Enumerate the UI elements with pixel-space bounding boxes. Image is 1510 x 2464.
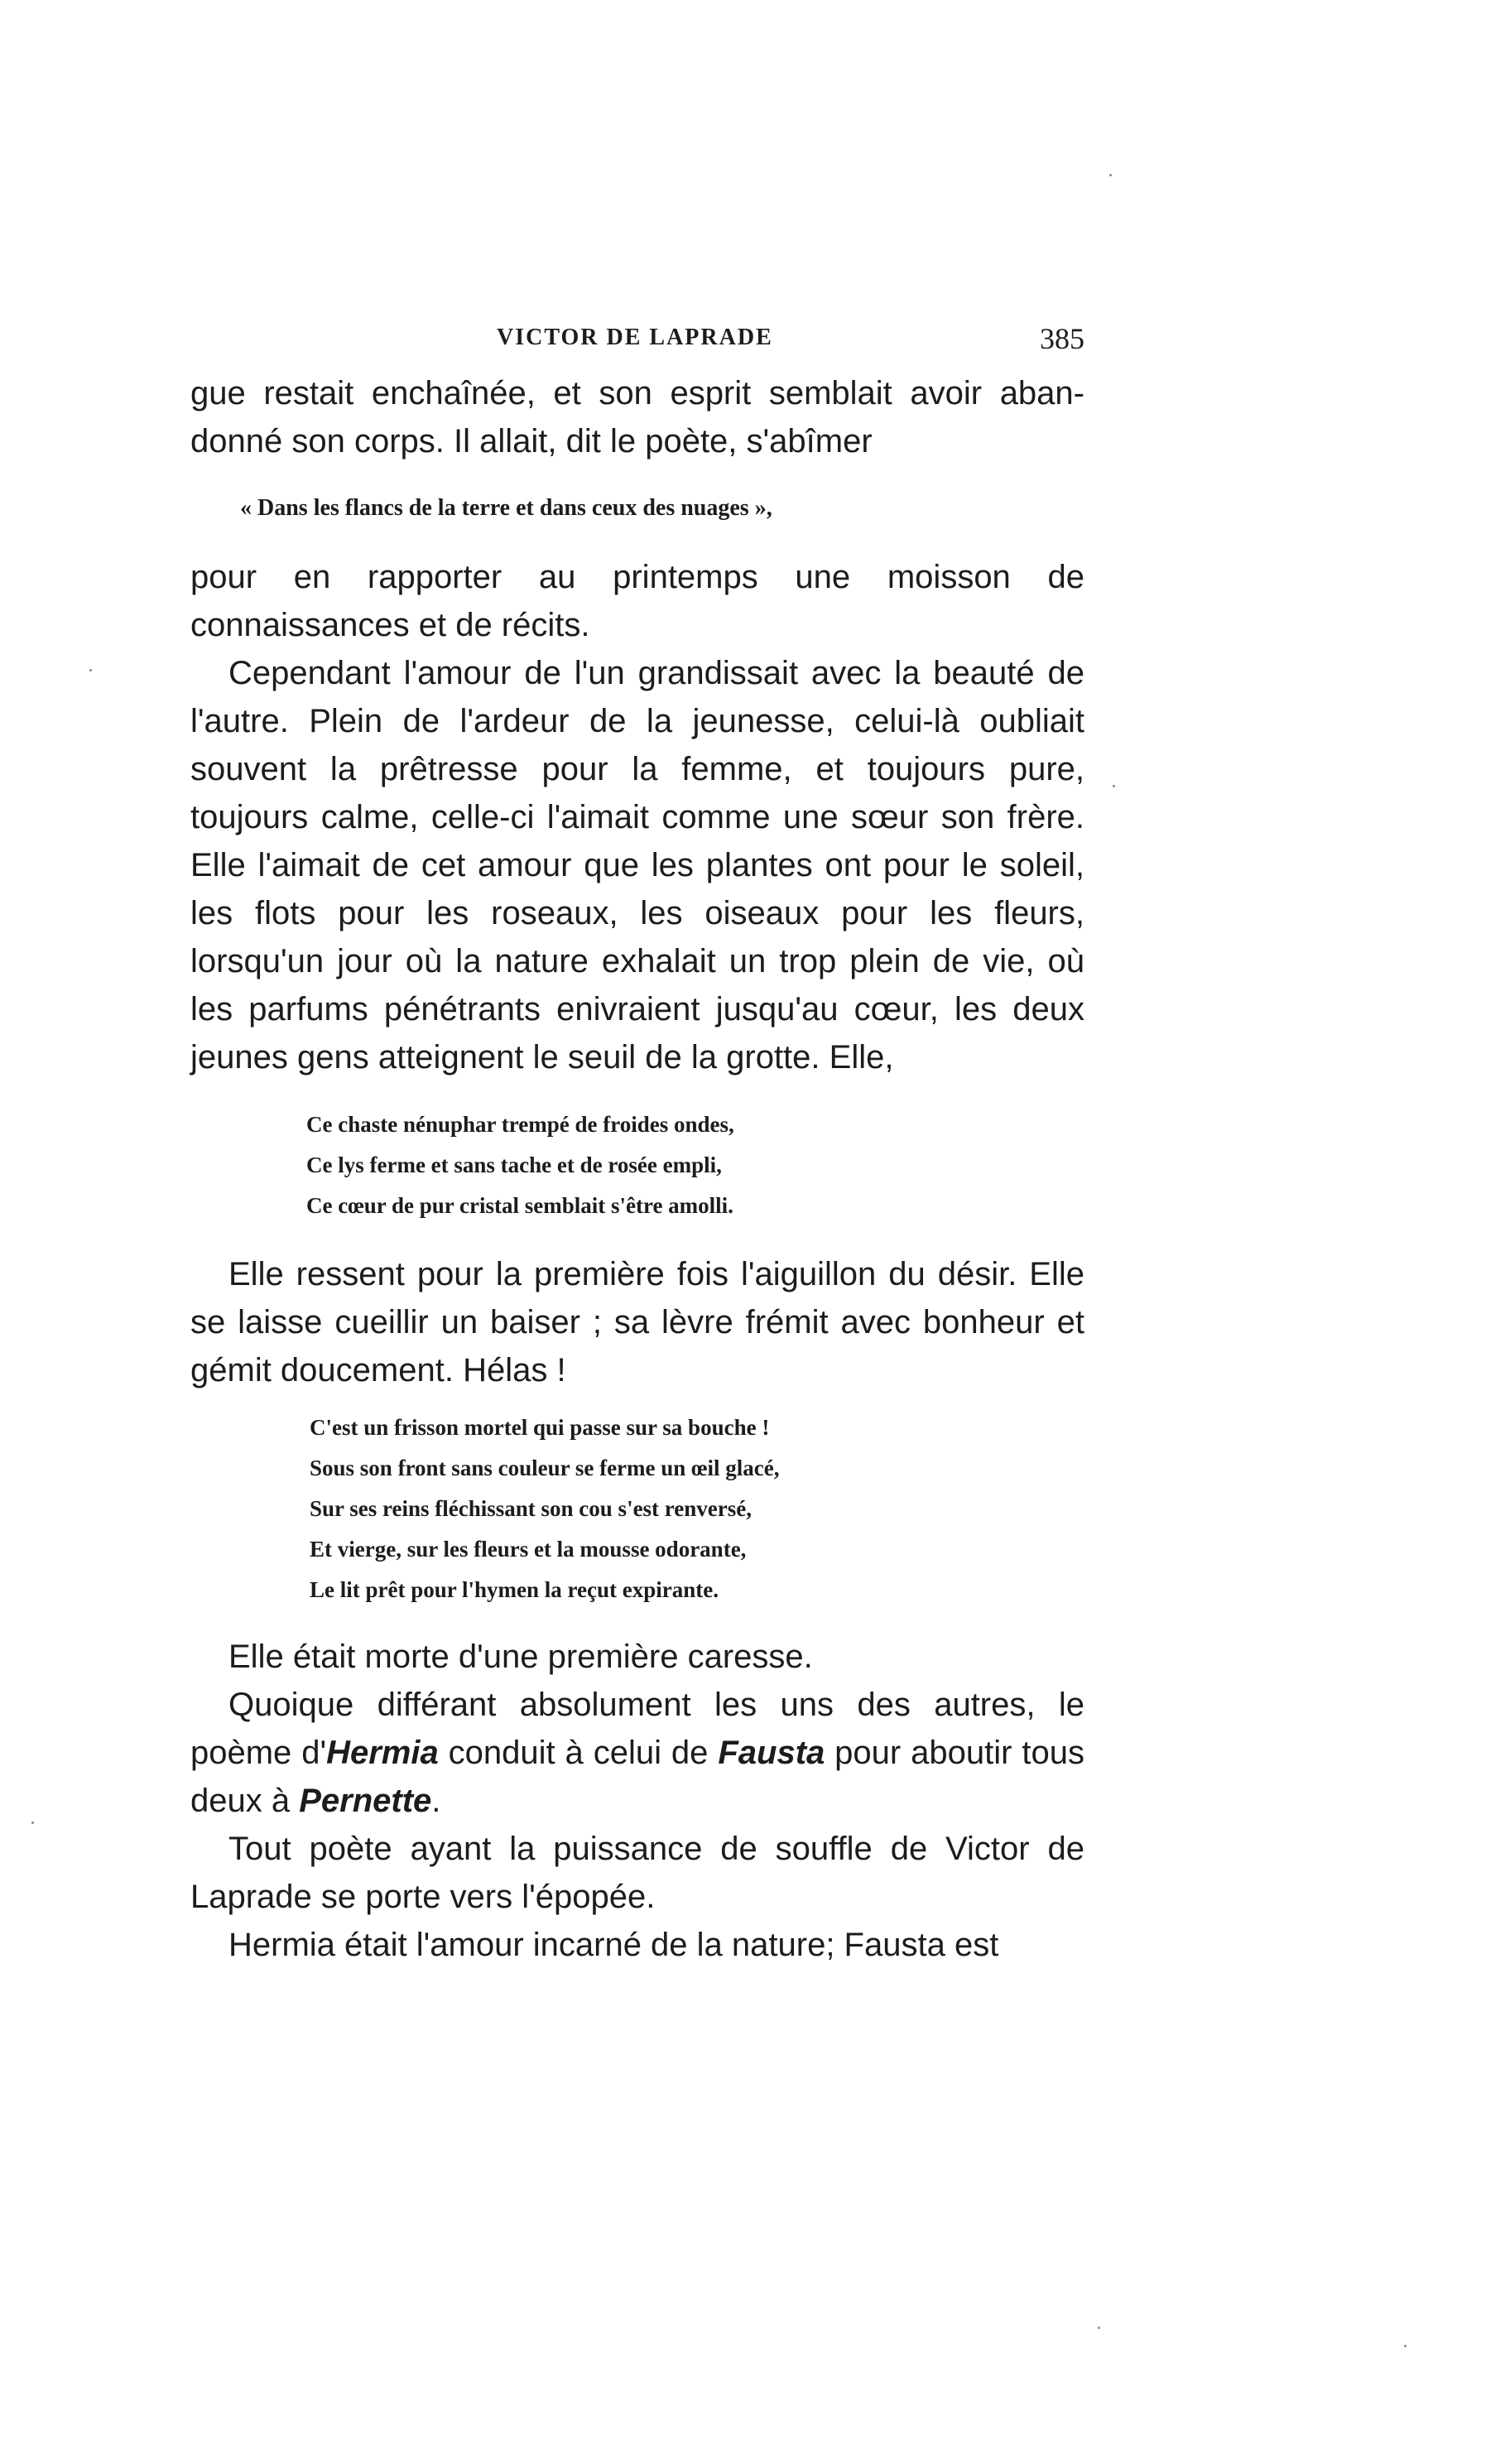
title-pernette: Pernette <box>299 1783 432 1819</box>
verse-line: Sous son front sans couleur se ferme un œil glacé, <box>310 1456 780 1480</box>
verse-line: Ce cœur de pur cristal semblait s'être amolli. <box>306 1193 733 1218</box>
verse-line: C'est un frisson mortel qui passe sur sa bouche ! <box>310 1415 770 1440</box>
paper-speck <box>1098 2327 1100 2329</box>
text-line: donné son corps. Il allait, dit le poète, s'abîmer <box>190 423 873 460</box>
text-line: gue restait enchaînée, et son esprit semblait avoir aban- <box>190 375 1084 411</box>
paragraph: Tout poète ayant la puissance de souffle de Victor de Laprade se porte vers l'épopée. <box>190 1831 1084 1915</box>
verse-line: Le lit prêt pour l'hymen la reçut expirante. <box>310 1577 719 1602</box>
page-number: 385 <box>1040 322 1084 355</box>
verse-stanza-2 <box>310 1408 780 1610</box>
paragraph: Elle était morte d'une première caresse. <box>228 1639 813 1675</box>
paper-speck <box>1113 785 1115 787</box>
running-title: VICTOR DE LAPRADE <box>497 325 773 350</box>
paragraph: Hermia était l'amour incarné de la nature; Fausta est <box>228 1927 999 1963</box>
verse-line: Sur ses reins fléchissant son cou s'est renversé, <box>310 1496 753 1521</box>
paper-speck <box>1404 2345 1407 2347</box>
paragraph: pour en rapporter au printemps une moisson de connaissances et de récits. <box>190 559 1084 643</box>
paragraph-continued <box>190 369 1084 465</box>
body-paragraphs-1 <box>190 553 1084 1081</box>
paragraph <box>190 1681 1084 1825</box>
verse-line: Ce chaste nénuphar trempé de froides ondes, <box>306 1112 734 1137</box>
body-paragraphs-3 <box>190 1633 1084 1969</box>
quoted-verse: « Dans les flancs de la terre et dans ceux des nuages », <box>240 495 772 521</box>
text-run: pour aboutir tous deux à <box>190 1735 1084 1819</box>
paragraph: Elle ressent pour la première fois l'aiguillon du désir. Elle se laisse cueillir un baiser ; sa lèvre frémit avec bonheur et gémit doucement. Hélas ! <box>190 1256 1084 1388</box>
text-run: Quoique différant absolument les uns des autres, le poème d' <box>190 1687 1084 1771</box>
verse-line: Et vierge, sur les fleurs et la mousse odorante, <box>310 1537 747 1562</box>
page-header <box>190 322 1084 358</box>
paper-speck <box>31 1822 34 1824</box>
verse-stanza-1 <box>306 1104 734 1226</box>
title-fausta: Fausta <box>718 1735 825 1771</box>
title-hermia: Hermia <box>326 1735 439 1771</box>
paper-speck <box>1109 174 1112 176</box>
paper-speck <box>89 669 92 671</box>
body-paragraphs-2 <box>190 1250 1084 1394</box>
text-run: conduit à celui de <box>438 1735 719 1771</box>
text-run: . <box>431 1783 441 1819</box>
verse-line: Ce lys ferme et sans tache et de rosée empli, <box>306 1153 722 1177</box>
paragraph: Cependant l'amour de l'un grandissait avec la beauté de l'autre. Plein de l'ardeur de la jeunesse, celui-là oubliait souvent la prêtresse pour la femme, et toujours pure, toujours calme, celle-ci l'aimait comme une sœur son frère. Elle l'aimait de cet amour que les plantes ont pour le soleil, les flots pour les roseaux, les oiseaux pour les fleurs, lorsqu'un jour où la nature exhalait un trop plein de vie, où les parfums pénétrants enivraient jusqu'au cœur, les deux jeunes gens atteignent le seuil de la grotte. Elle, <box>190 655 1084 1076</box>
